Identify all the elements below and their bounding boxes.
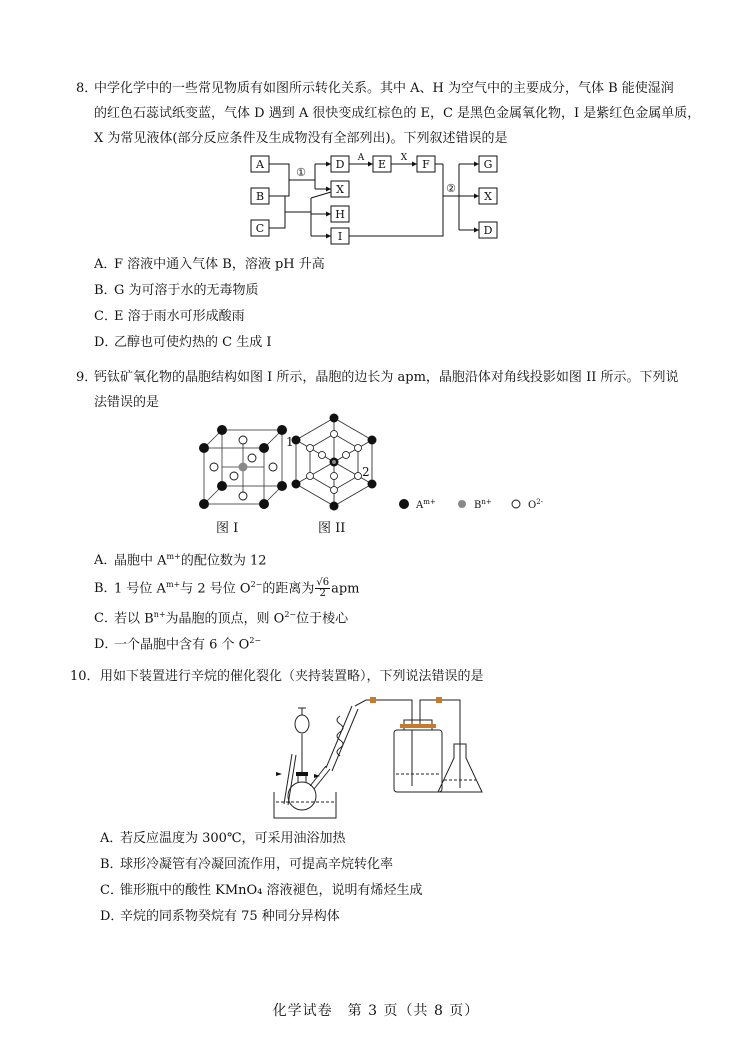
question-text-line: 用如下装置进行辛烷的催化裂化（夹持装置略），下列说法错误的是 [100,669,484,684]
edge-label-1: ① [296,166,306,179]
question-text-line: 法错误的是 [94,395,160,410]
question-number: 8． [76,81,98,96]
option-d: D．辛烷的同系物癸烷有 75 种同分异构体 [100,909,340,924]
option-b: B．1 号位 $A^{m+}$与 2 号位 $O^{2-}$的距离为 $\frac{√6}{2}$ apm [94,577,360,600]
proj-label-2: 2 [362,465,370,479]
option-d: D．乙醇也可使灼热的 C 生成 I [94,335,272,350]
proj-label-1: 1 [286,435,294,449]
label-c: C [255,222,265,235]
label-x2: X [484,190,492,203]
figure-caption-1: 图 I [216,521,239,536]
edge-label-x: X [400,153,408,163]
page-footer: 化学试卷 第 3 页（共 8 页） [272,1003,480,1019]
option-b: B．球形冷凝管有冷凝回流作用，可提高辛烷转化率 [100,857,394,872]
option-c: C．E 溶于雨水可形成酸雨 [94,309,245,324]
legend-o-sup: 2- [536,498,544,506]
label-i: I [337,230,343,243]
option-a: A．晶胞中 $A^{m+}$的配位数为 12 [94,552,267,569]
edge-label-2: ② [446,182,456,195]
option-a: A．F 溶液中通入气体 B，溶液 pH 升高 [94,257,325,272]
fraction: $\frac{√6}{2}$ [316,577,330,600]
question-text-line: 的红色石蕊试纸变蓝，气体 D 遇到 A 很快变成红棕色的 E，C 是黑色金属氧化物，I 是紫红色金属单质， [94,106,701,121]
option-c: C．锥形瓶中的酸性 KMnO₄ 溶液褪色，说明有烯烃生成 [100,883,423,898]
label-f: F [422,158,430,171]
question-text-line: X 为常见液体(部分反应条件及生成物没有全部列出)。下列叙述错误的是 [94,131,508,146]
label-d: D [335,158,345,171]
label-b: B [255,190,265,203]
legend-a-sup: m+ [423,498,436,506]
legend-a-marker [399,499,409,509]
option-b: B．G 为可溶于水的无毒物质 [94,283,259,298]
legend-o-marker [512,500,520,508]
legend-a-text: A [416,500,424,511]
label-x: X [336,183,344,196]
question-text-line: 钙钛矿氧化物的晶胞结构如图 I 所示，晶胞的边长为 apm，晶胞沿体对角线投影如图 II 所示。下列说 [94,370,679,385]
svg-text:Am+ [415,498,436,511]
legend-o-text: O [528,500,537,511]
legend-b-marker [458,500,466,508]
svg-text:Bn+ [474,498,492,511]
figure-caption-2: 图 II [318,521,346,536]
legend-b-text: B [474,500,482,511]
label-a: A [256,158,264,171]
projection-figure [284,412,384,512]
svg-text:O2- [528,498,544,511]
option-c: C．若以 $B^{n+}$为晶胞的顶点，则 $O^{2-}$位于棱心 [94,610,349,627]
label-d2: D [483,224,493,237]
label-g: G [483,158,493,171]
apparatus-figure [270,694,500,820]
option-d: D．一个晶胞中含有 6 个 $O^{2-}$ [94,636,262,653]
crystal-cell-figure [192,420,292,510]
question-text-line: 中学化学中的一些常见物质有如图所示转化关系。其中 A、H 为空气中的主要成分，气体 B 能使湿润 [94,81,674,96]
legend [398,494,568,514]
option-a: A．若反应温度为 300℃，可采用油浴加热 [100,831,346,846]
label-h: H [335,208,345,221]
question-number: 10． [70,669,100,684]
edge-label-a: A [357,153,365,163]
label-e: E [377,158,387,171]
question-number: 9． [76,370,98,385]
legend-b-sup: n+ [481,498,492,506]
transformation-diagram [245,148,515,248]
